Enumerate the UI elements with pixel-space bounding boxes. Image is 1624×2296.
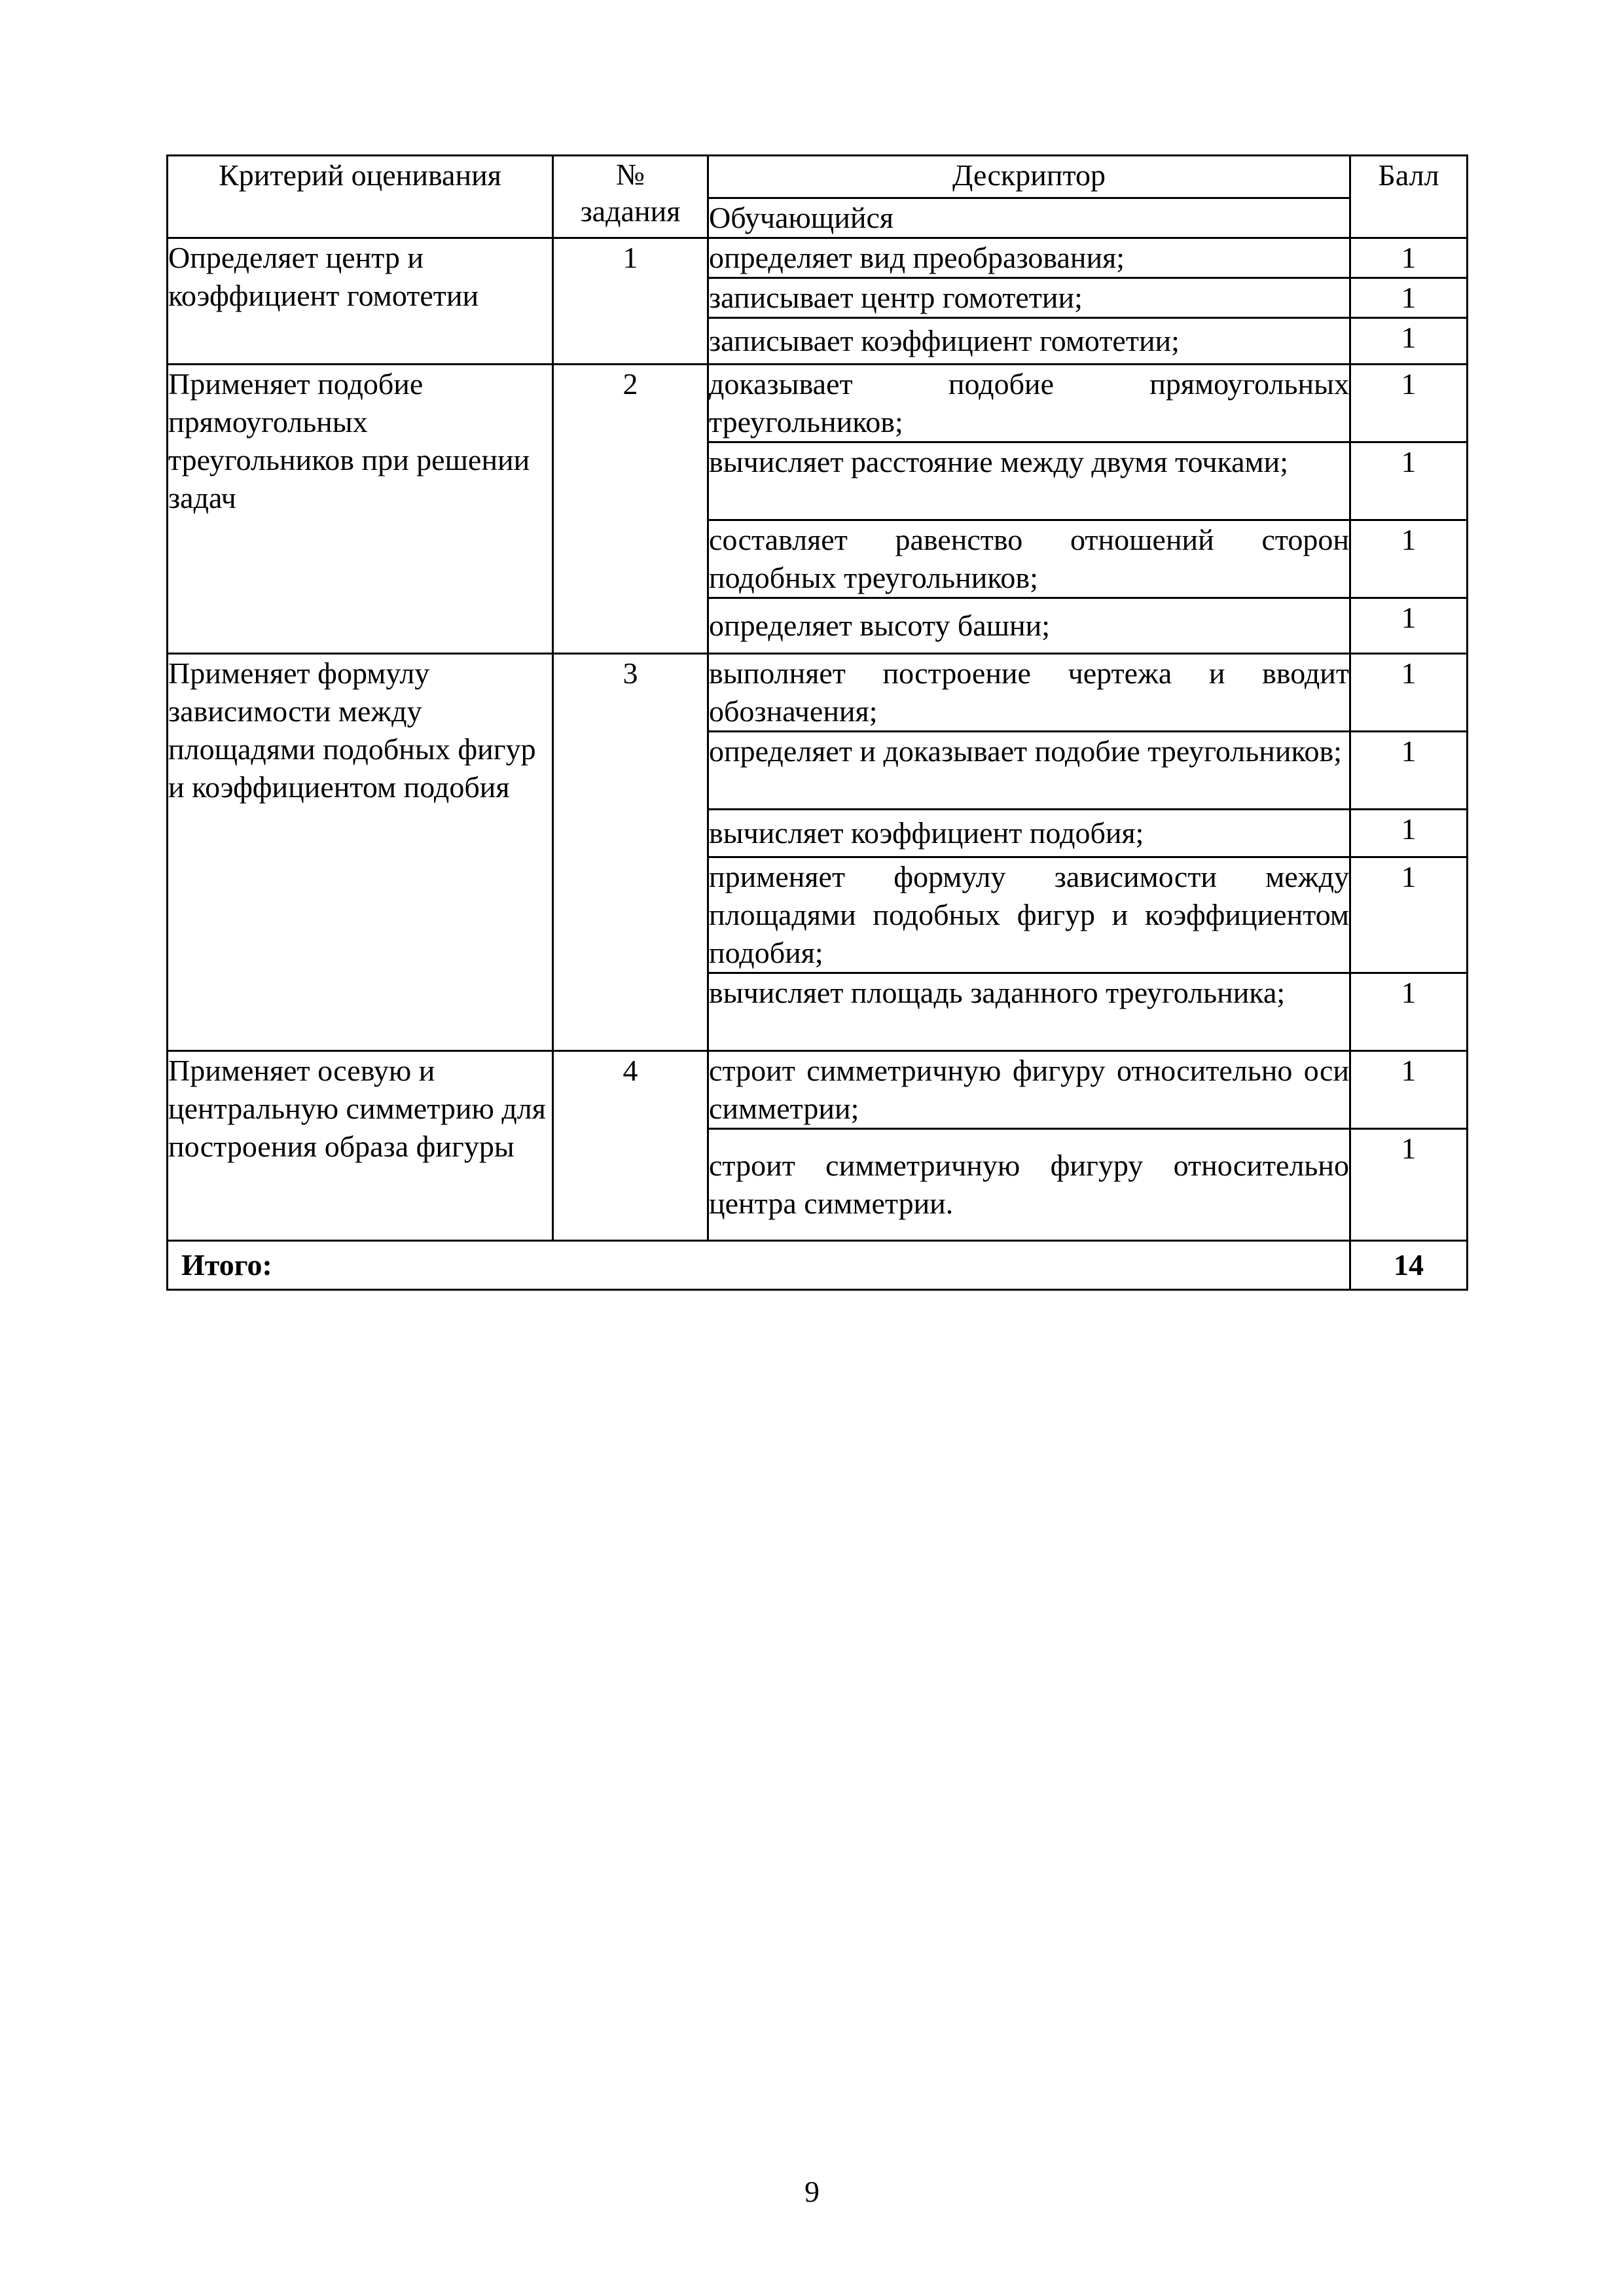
- descriptor-cell: записывает коэффициент гомотетии;: [708, 318, 1350, 365]
- descriptor-cell: определяет высоту башни;: [708, 598, 1350, 654]
- task-number-cell: 4: [553, 1051, 708, 1241]
- score-cell: 1: [1350, 520, 1468, 598]
- task-number-cell: 3: [553, 654, 708, 1051]
- score-cell: 1: [1350, 973, 1468, 1051]
- criterion-cell: Применяет осевую и центральную симметрию для построения образа фигуры: [168, 1051, 553, 1241]
- descriptor-cell: строит симметричную фигуру относительно центра симметрии.: [708, 1129, 1350, 1241]
- header-task-number: [553, 156, 708, 238]
- descriptor-cell: вычисляет коэффициент подобия;: [708, 810, 1350, 857]
- task-number-cell: 1: [553, 238, 708, 365]
- total-label: Итого:: [168, 1241, 1350, 1290]
- table-row: [168, 654, 1468, 732]
- descriptor-cell: записывает центр гомотетии;: [708, 278, 1350, 318]
- descriptor-cell: составляет равенство отношений сторон подобных треугольников;: [708, 520, 1350, 598]
- header-descriptor: Дескриптор: [708, 156, 1350, 198]
- score-cell: 1: [1350, 442, 1468, 520]
- descriptor-cell: определяет и доказывает подобие треугольников;: [708, 732, 1350, 810]
- header-task-number-line1: №: [616, 158, 645, 191]
- score-cell: 1: [1350, 278, 1468, 318]
- score-cell: 1: [1350, 654, 1468, 732]
- table-row: [168, 1051, 1468, 1129]
- score-cell: 1: [1350, 318, 1468, 365]
- score-cell: 1: [1350, 810, 1468, 857]
- score-cell: 1: [1350, 1051, 1468, 1129]
- descriptor-cell: доказывает подобие прямоугольных треугольников;: [708, 365, 1350, 442]
- descriptor-cell: выполняет построение чертежа и вводит обозначения;: [708, 654, 1350, 732]
- criterion-cell: Применяет подобие прямоугольных треугольников при решении задач: [168, 365, 553, 654]
- descriptor-cell: вычисляет площадь заданного треугольника;: [708, 973, 1350, 1051]
- header-descriptor-subject: Обучающийся: [708, 198, 1350, 238]
- table-row: [168, 365, 1468, 442]
- header-score: Балл: [1350, 156, 1468, 238]
- criterion-cell: Определяет центр и коэффициент гомотетии: [168, 238, 553, 365]
- score-cell: 1: [1350, 1129, 1468, 1241]
- descriptor-cell: вычисляет расстояние между двумя точками;: [708, 442, 1350, 520]
- descriptor-cell: определяет вид преобразования;: [708, 238, 1350, 278]
- score-cell: 1: [1350, 857, 1468, 973]
- header-task-number-line2: задания: [580, 194, 681, 228]
- table-row: [168, 238, 1468, 278]
- score-cell: 1: [1350, 732, 1468, 810]
- total-score: 14: [1350, 1241, 1468, 1290]
- score-cell: 1: [1350, 365, 1468, 442]
- score-cell: 1: [1350, 598, 1468, 654]
- total-row: [168, 1241, 1468, 1290]
- descriptor-cell: применяет формулу зависимости между площадями подобных фигур и коэффициентом подобия;: [708, 857, 1350, 973]
- descriptor-cell: строит симметричную фигуру относительно оси симметрии;: [708, 1051, 1350, 1129]
- header-criterion: Критерий оценивания: [168, 156, 553, 238]
- task-number-cell: 2: [553, 365, 708, 654]
- assessment-rubric-table: [166, 154, 1468, 1291]
- criterion-cell: Применяет формулу зависимости между площадями подобных фигур и коэффициентом подобия: [168, 654, 553, 1051]
- score-cell: 1: [1350, 238, 1468, 278]
- page-number: 9: [804, 2175, 820, 2208]
